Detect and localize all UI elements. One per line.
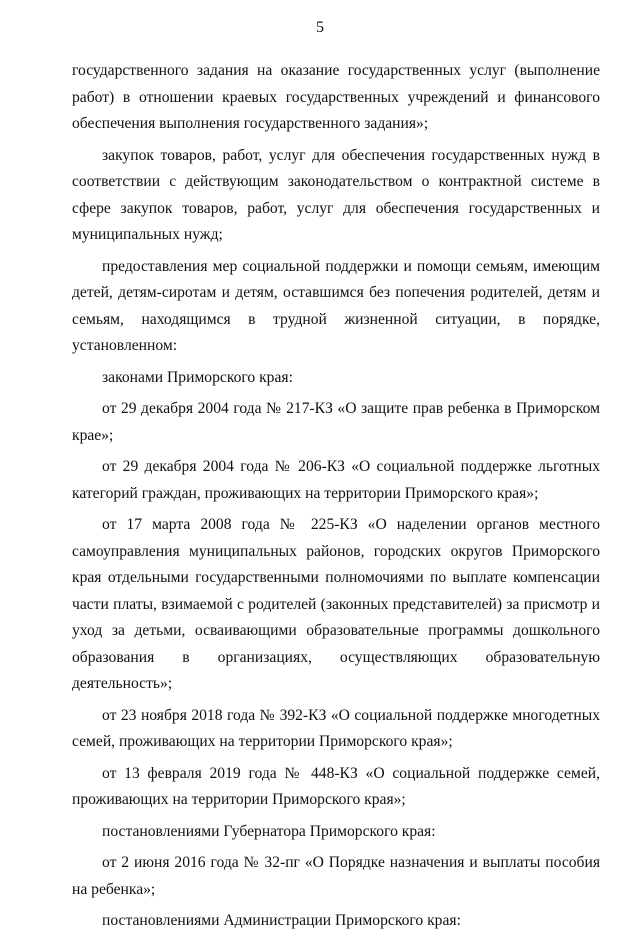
paragraph-decree-32: от 2 июня 2016 года № 32-пг «О Порядке назначения и выплаты пособия на ребенка»;: [72, 854, 600, 898]
paragraph-procurement: закупок товаров, работ, услуг для обеспечения государственных нужд в соответствии с действующим законодательством о контрактной системе в сфере закупок товаров, работ, услуг для обеспечения государственных и муниципальных нужд;: [72, 146, 600, 243]
paragraph-law-392: от 23 ноября 2018 года № 392-КЗ «О социальной поддержке многодетных семей, проживающих на территории Приморского края»;: [72, 706, 600, 750]
page-number: 5: [316, 19, 324, 36]
paragraph-state-assignment: государственного задания на оказание государственных услуг (выполнение работ) в отношении краевых государственных учреждений и финансового обеспечения выполнения государственного задания»;: [72, 62, 600, 132]
paragraph-social-support: предоставления мер социальной поддержки и помощи семьям, имеющим детей, детям-сиротам и детям, оставшимся без попечения родителей, детям и семьям, находящимся в трудной жизненной ситуации, в порядке, установленном:: [72, 257, 600, 354]
paragraph-law-448: от 13 февраля 2019 года № 448-КЗ «О социальной поддержке семей, проживающих на территории Приморского края»;: [72, 764, 600, 808]
paragraph-governor-decrees-heading: постановлениями Губернатора Приморского края:: [102, 822, 436, 840]
paragraph-law-217: от 29 декабря 2004 года № 217-КЗ «О защите прав ребенка в Приморском крае»;: [72, 400, 600, 444]
paragraph-laws-heading: законами Приморского края:: [102, 368, 293, 386]
paragraph-law-206: от 29 декабря 2004 года № 206-КЗ «О социальной поддержке льготных категорий граждан, проживающих на территории Приморского края»;: [72, 458, 600, 502]
document-body: [72, 58, 600, 940]
paragraph-law-225: от 17 марта 2008 года № 225-КЗ «О наделении органов местного самоуправления муниципальных районов, городских округов Приморского края отдельными государственными полномочиями по выплате компенсации части платы, взимаемой с родителей (законных представителей) за присмотр и уход за детьми, осваивающими образовательные программы дошкольного образования в организациях, осуществляющих образовательную деятельность»;: [72, 516, 600, 692]
paragraph-administration-decrees-heading: постановлениями Администрации Приморского края:: [102, 912, 461, 929]
